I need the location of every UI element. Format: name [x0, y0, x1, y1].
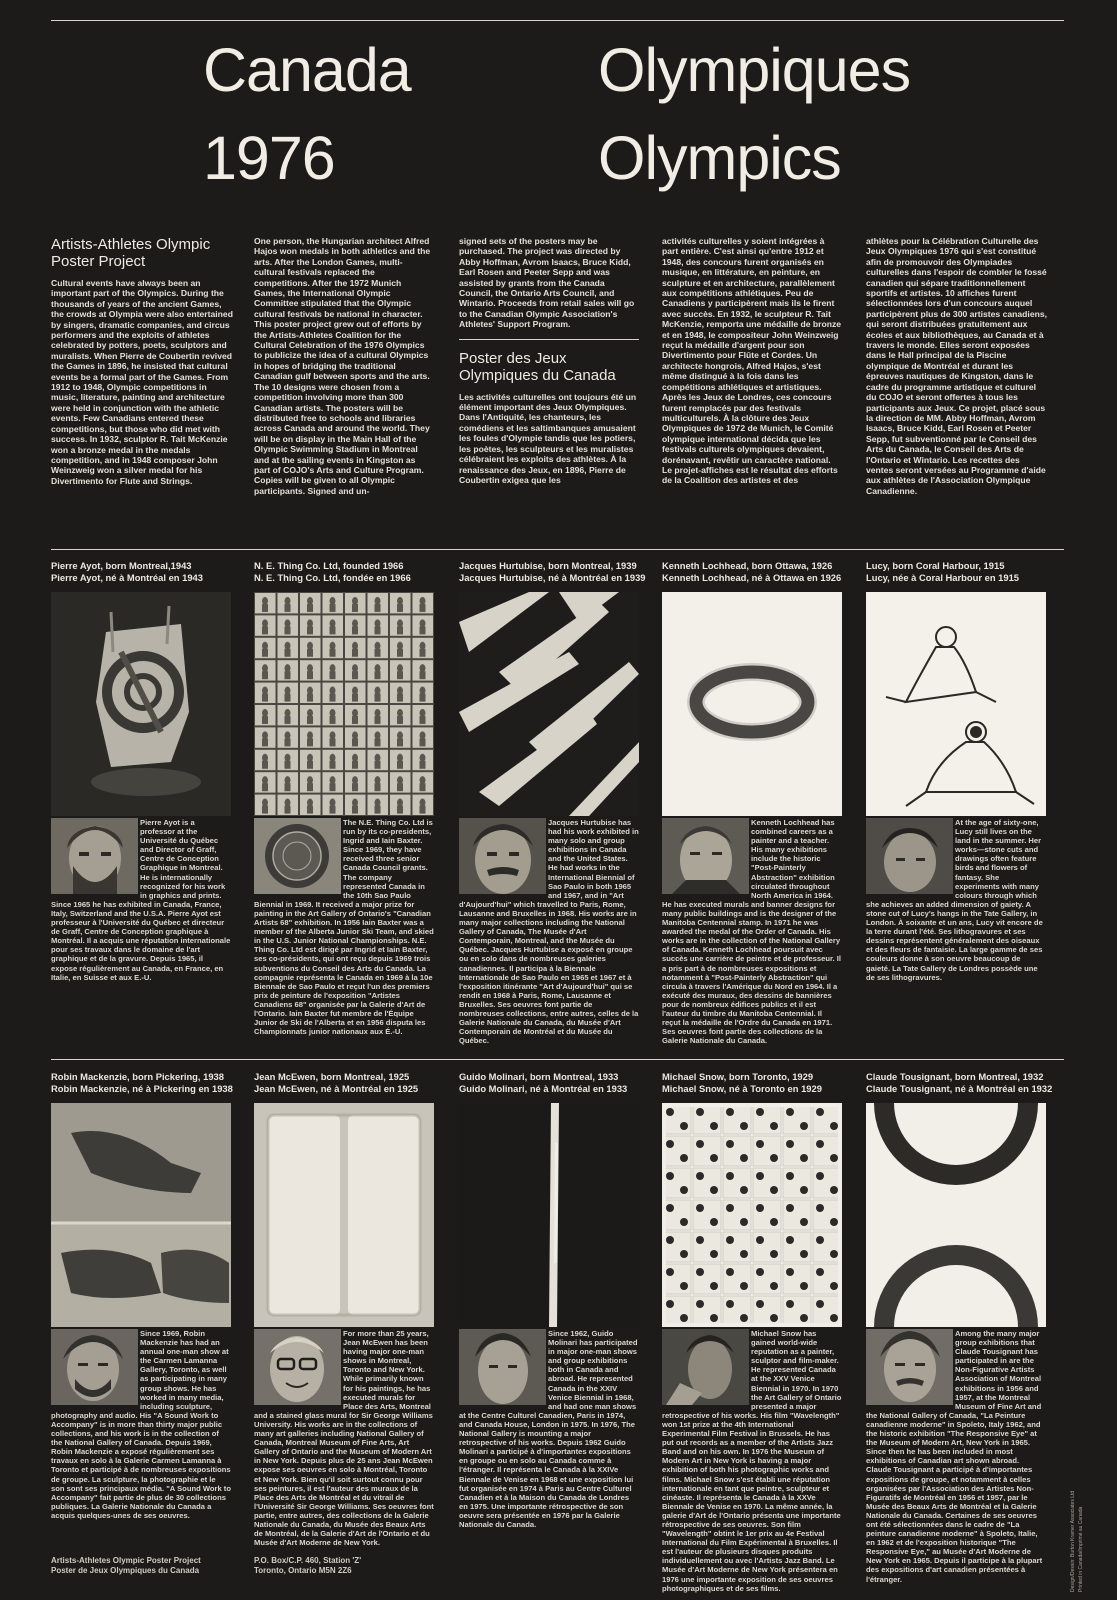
- footer-printed: Printed in Canada/Imprimé au Canada: [1078, 1506, 1084, 1592]
- artist-caption-fr: Claude Tousignant, né à Montréal en 1932: [866, 1082, 1053, 1094]
- artwork-lucy: [866, 592, 1046, 816]
- portrait-ayot: [51, 818, 138, 894]
- intro-text-2: One person, the Hungarian architect Alfred Hajos won medals in both athletics and the arts. After the London Games, multi-cultural festivals replaced the competitions. After the 1972 Munich Games, the International Olympic Committee stipulated that the Olympic cultural festivals be national in character. This poster project grew out of efforts by the Artists-Athletes Coalition for the Cultural Celebration of the 1976 Olympics to publicize the idea of a cultural Olympics in hopes of bridging the traditional Canadian gulf between sports and the arts. The 10 designs were chosen from a competition involving more than 300 Canadian artists. The posters will be distributed free to schools and libraries across Canada and around the world. They will be on display in the Main Hall of the Olympic Swimming Stadium in Montreal and at the sailing events in Kingston as part of COJO's Arts and Culture Program. Copies will be given to all Olympic participants. Signed and un-: [254, 236, 431, 496]
- footer-city: Toronto, Ontario M5N 2Z6: [254, 1566, 352, 1575]
- artist-card-hurtubise: [459, 560, 646, 1046]
- artist-caption-en: Guido Molinari, born Montreal, 1933: [459, 1071, 619, 1082]
- intro-heading-fr: Poster des Jeux Olympiques du Canada: [459, 349, 616, 384]
- artist-bio: For more than 25 years, Jean McEwen has been having major one-man shows in Montreal, Toronto and New York. While primarily known for his paintings, he has executed murals for Place des Arts, Montreal and a stained glass mural for Sir George Williams University. His works are in the collections of many art galleries including National Gallery of Canada, Montreal Museum of Fine Arts, Art Gallery of Ontario and the Museum of Modern Art in New York. Depuis plus de 25 ans Jean McEwen expose ses oeuvres en solo à Montréal, Toronto et New York. Bien qu'il soit surtout connu pour ses peintures, il est l'auteur des muraux de la Place des Arts de Montréal et du vitrail de l'Université Sir George Williams. Ses oeuvres font partie, entre autres, des collections de la Galerie Nationale du Canada, du Musée des Beaux Arts de Montréal, de la Galerie d'Art de l'Ontario et du Musée d'Art Moderne de New York.: [254, 1329, 434, 1548]
- artwork-snow: [662, 1103, 842, 1327]
- portrait-hurtubise: [459, 818, 546, 894]
- artist-card-lochhead: [662, 560, 845, 1046]
- intro-text-1: Cultural events have always been an important part of the Olympics. During the thousands of years of the ancient Games, the crowds at Olympia were also entertained by singers, dramatic companies, and circus performers and the exploits of athletes celebrated by potters, poets, sculptors and muralists. When Pierre de Coubertin revived the Games in 1896, he insisted that cultural events be a formal part of the Games. From 1912 to 1948, Olympic competitions in music, literature, painting and architecture were held in conjunction with the athletic events. Few Canadians entered these competitions, but those who did met with success. In 1932, sculptor R. Tait McKenzie won a bronze medal in the medals competition, and in 1948 composer John Weinzweig won a silver medal for his Divertimento for Flute and Strings.: [51, 278, 233, 486]
- artist-caption-fr: Michael Snow, né à Toronto en 1929: [662, 1082, 822, 1094]
- artwork-mcewen: [254, 1103, 434, 1327]
- artist-card-ayot: [51, 560, 234, 982]
- artwork-ayot: [51, 592, 231, 816]
- intro-column-2: [254, 236, 432, 526]
- artist-bio: Pierre Ayot is a professor at the Université du Québec and Director of Graff, Centre de Conception Graphique in Montreal. He is internationally recognized for his work in graphics and prints. Since 1965 he has exhibited in Canada, France, Italy, Switzerland and the U.S.A. Pierre Ayot est professeur à l'Université du Québec et directeur de Graff, Centre de Conception graphique à Montréal. Il a acquis une réputation internationale pour ses travaux dans le domaine de l'art graphique et de la gravure. Depuis 1965, il expose régulièrement au Canada, en France, en Italie, en Suisse et aux E.-U.: [51, 818, 231, 982]
- artist-caption-en: Claude Tousignant, born Montreal, 1932: [866, 1071, 1044, 1082]
- intro-column-4: [662, 236, 842, 526]
- portrait-lucy: [866, 818, 953, 894]
- intro-heading-en: Artists-Athletes Olympic Poster Project: [51, 236, 211, 270]
- artist-caption-en: Lucy, born Coral Harbour, 1915: [866, 560, 1005, 571]
- intro-column-5: [866, 236, 1048, 526]
- artist-bio: Among the many major group exhibitions that Claude Tousignant has participated in are the Non-Figurative Artists Association of Montreal exhibitions in 1956 and 1957, at the Montreal Museum of Fine Art and the National Gallery of Canada, "La Peinture canadienne moderne" in Spoleto, Italy 1962, and the historic exhibition "The Responsive Eye" at the Museum of Modern Art, New York in 1965. Since then he has been included in most exhibitions of Canadian art shown abroad. Claude Tousignant a participé à d'importantes expositions de groupe, et notamment à celles organisées par l'Association des Artistes Non-Figuratifs de Montréal en 1956 et 1957, par le Musée des Beaux Arts de Montréal et la Galerie Nationale du Canada. Certaines de ses oeuvres ont été sélectionnées dans le cadre de "La peinture canadienne moderne" à Spoleto, Italie, en 1962 et de l'exposition historique "The Responsive Eye," au Musée d'Art Moderne de New York en 1965. Depuis il participe à la plupart des expositions d'art canadien présentées à l'étranger.: [866, 1329, 1043, 1584]
- artist-card-snow: [662, 1071, 845, 1593]
- portrait-tousignant: [866, 1329, 953, 1405]
- artist-caption-en: Jacques Hurtubise, born Montreal, 1939: [459, 560, 637, 571]
- intro-divider: [459, 339, 639, 340]
- footer-project-fr: Poster de Jeux Olympiques du Canada: [51, 1566, 200, 1575]
- artist-caption-fr: Jacques Hurtubise, né à Montréal en 1939: [459, 571, 646, 583]
- artist-caption-fr: Pierre Ayot, né à Montréal en 1943: [51, 571, 203, 583]
- artist-card-lucy: [866, 560, 1049, 982]
- artist-caption-en: Pierre Ayot, born Montreal,1943: [51, 560, 192, 571]
- intro-text-5: athlètes pour la Célébration Culturelle des Jeux Olympiques 1976 qui s'est constitué afin de promouvoir des Olympiades culturelles dans l'espoir de combler le fossé canadien qui sépare traditionnellement sportifs et artistes. 10 affiches furent sélectionnées lors d'un concours auquel participèrent plus de 300 artistes canadiens, qui seront distribuées gratuitement aux écoles et aux bibliothèques, au Canada et à travers le monde. Elles seront exposées dans le Hall principal de la Piscine olympique de Montréal et durant les épreuves nautiques de Kingston, dans le cadre du programme artistique et culturel du COJO et seront offertes à tous les participants aux Jeux. Ce projet, placé sous la direction de MM. Abby Hoffman, Avrom Isaacs, Bruce Kidd, Earl Rosen et Peeter Sepp, fut subventionné par le Conseil des Arts du Canada, le Conseil des Arts de l'Ontario et Wintario. Les recettes des ventes seront versées au Programme d'aide aux athlètes de l'Association Olympique Canadienne.: [866, 236, 1048, 496]
- footer-project-en: Artists-Athletes Olympic Poster Project: [51, 1556, 201, 1565]
- portrait-molinari: [459, 1329, 546, 1405]
- artist-caption-en: Kenneth Lochhead, born Ottawa, 1926: [662, 560, 833, 571]
- artwork-tousignant: [866, 1103, 1046, 1327]
- portrait-mackenzie: [51, 1329, 138, 1405]
- title-olympiques: Olympiques: [598, 36, 911, 104]
- intro-column-3: [459, 236, 639, 526]
- artwork-nething: [254, 592, 434, 816]
- artist-caption-fr: Kenneth Lochhead, né à Ottawa en 1926: [662, 571, 842, 583]
- artwork-mackenzie: [51, 1103, 231, 1327]
- section-rule-1: [51, 549, 1064, 550]
- artist-caption-en: Robin Mackenzie, born Pickering, 1938: [51, 1071, 224, 1082]
- artist-card-mackenzie: [51, 1071, 234, 1520]
- footer-po-box: P.O. Box/C.P. 460, Station 'Z': [254, 1556, 362, 1565]
- artist-bio: Since 1962, Guido Molinari has participated in major one-man shows and group exhibitions both in Canada and abroad. He represented Canada in the XXIV Venice Biennial in 1968, and had one man shows at the Centre Culturel Canadien, Paris in 1974, and Canada House, London in 1975. In 1976, The National Gallery is mounting a major retrospective of his works. Depuis 1962 Guido Molinari a participé à d'importantes expositions en groupe ou en solo au Canada comme à l'étranger. Il représenta le Canada à la XXIVe Biennale de Venise en 1968 et une exposition lui fut organisée en 1974 à Paris au Centre Culturel Canadien et à la Maison du Canada de Londres en 1975. Une importante rétrospective de son oeuvre sera présentée en 1976 par la Galerie Nationale du Canada.: [459, 1329, 638, 1529]
- artist-bio: At the age of sixty-one, Lucy still lives on the land in the summer. Her works—stone cuts and drawings often feature birds and flowers of fantasy. She experiments with many colours through which she achieves an added dimension of gaiety. A stone cut of Lucy's hangs in the Tate Gallery, in London. À soixante et un ans, Lucy vit encore de la terre durant l'été. Ses lithogravures et ses dessins représentent généralement des oiseaux et des fleurs de fantaisie. La large gamme de ses couleurs donne à son oeuvre beaucoup de gaieté. La Tate Gallery de Londres possède une de ses lithogravures.: [866, 818, 1043, 982]
- title-canada: Canada: [203, 36, 411, 104]
- artist-bio: The N.E. Thing Co. Ltd is run by its co-presidents, Ingrid and Iain Baxter. Since 1969, they have received three senior Canada Council grants. The company represented Canada in the 10th Sao Paulo Biennial in 1969. It received a major prize for painting in the Art Gallery of Ontario's "Canadian Artists 68" exhibition. In 1956 Iain Baxter was a member of the Alberta Junior Ski Team, and skied in the U.S. Junior National Championships. N.E. Thing Co. Ltd est dirigé par Ingrid et Iain Baxter, ses co-présidents, qui ont reçu depuis 1969 trois subventions du Conseil des Arts du Canada. La compagnie représenta le Canada en 1969 à la 10e Biennale de Sao Paulo et reçut l'un des premiers prix de peinture de l'exposition "Artistes Canadiens 68" organisée par la Galerie d'Art de l'Ontario. Iain Baxter fut membre de l'Équipe Junior de Ski de l'Alberta et en 1956 disputa les Championnats junior nationaux aux É.-U.: [254, 818, 434, 1037]
- title-1976: 1976: [203, 124, 335, 192]
- intro-column-1: [51, 236, 233, 526]
- artist-card-tousignant: [866, 1071, 1053, 1584]
- artist-bio: Since 1969, Robin Mackenzie has had an annual one-man show at the Carmen Lamanna Gallery, Toronto, as well as participating in many group shows. He has worked in many media, including sculpture, photography and audio. His "A Sound Work to Accompany" is in more than thirty major public collections, and his work is in the collection of the National Gallery of Canada. Depuis 1969, Robin Mackenzie a exposé régulièrement ses travaux en solo à la Galerie Carmen Lamanna à Toronto et participé à de nombreuses expositions de groupe. La sculpture, la photographie et le son sont ses principaux média. "A Sound Work to Accompany" fait partie de plus de 30 collections publiques. La Galerie Nationale du Canada a acquis quelques-unes de ses oeuvres.: [51, 1329, 231, 1520]
- artist-card-mcewen: [254, 1071, 437, 1548]
- portrait-lochhead: [662, 818, 749, 894]
- artist-caption-en: Michael Snow, born Toronto, 1929: [662, 1071, 814, 1082]
- footer-project: [51, 1556, 201, 1576]
- artist-caption-en: N. E. Thing Co. Ltd, founded 1966: [254, 560, 404, 571]
- intro-text-3-fr: Les activités culturelles ont toujours été un élément important des Jeux Olympiques. Dans l'Antiquité, les chanteurs, les comédiens et les saltimbanques amusaient les foules d'Olympie tandis que les potiers, les poètes, les sculpteurs et les muralistes célébraient les exploits des athlètes. À la renaissance des Jeux, en 1896, Pierre de Coubertin exigea que les: [459, 391, 637, 485]
- footer-address: [254, 1556, 361, 1576]
- footer-design-credit: Design/Dessin: Burton Kramer Associates Ltd: [1070, 1490, 1076, 1592]
- artist-caption-fr: Robin Mackenzie, né à Pickering en 1938: [51, 1082, 233, 1094]
- section-rule-2: [51, 1059, 1064, 1060]
- artist-card-molinari: [459, 1071, 642, 1529]
- artist-caption-fr: Jean McEwen, né à Montréal en 1925: [254, 1082, 419, 1094]
- intro-text-4: activités culturelles y soient intégrées à part entière. C'est ainsi qu'entre 1912 et 1948, des concours furent organisés en musique, en littérature, en peinture, en sculpture et en architecture, parallèlement aux compétitions athlétiques. Peu de Canadiens y participèrent mais ils le firent avec succès. En 1932, le sculpteur R. Tait McKenzie, remporta une médaille de bronze et en 1948, le compositeur John Weinzweig reçut la médaille d'argent pour son Divertimento pour Flûte et Cordes. Un architecte hongrois, Alfred Hajos, s'est même distingué à la fois dans les compétitions athlétiques et artistiques. Après les Jeux de Londres, ces concours furent remplacés par des festivals multiculturels. À la clôture des Jeux Olympiques de 1972 de Munich, le Comité olympique international décida que les festivals culturels olympiques devaient, dorénavant, revêtir un caractère national. Le projet-affiches est le résultat des efforts de la Coalition des artistes et des: [662, 236, 842, 486]
- artist-caption-fr: Lucy, née à Coral Harbour en 1915: [866, 571, 1020, 583]
- artist-card-nething: [254, 560, 437, 1037]
- artist-caption-fr: Guido Molinari, né à Montréal en 1933: [459, 1082, 628, 1094]
- portrait-nething-seal: [254, 818, 341, 894]
- artist-bio: Jacques Hurtubise has had his work exhibited in many solo and group exhibitions in Canada and the United States. He had works in the International Biennial of Sao Paulo in both 1965 and 1967, and in "Art d'Aujourd'hui" which travelled to Paris, Rome, Lausanne and Bruxelles in 1968. His works are in many major collections including the National Gallery of Canada, The Musée d'Art Contemporain, Montreal, and the Musée du Québec. Jacques Hurtubise a exposé en groupe ou en solo dans de nombreuses galeries canadiennes. Il participa à la Biennale Internationale de Sao Paulo en 1965 et 1967 et à l'exposition itinérante "Art d'Aujourd'hui" qui se rendit en 1968 à Paris, Rome, Lausanne et Bruxelles. Ses oeuvres font partie de nombreuses collections, entre autres, celles de la Galerie Nationale du Canada, du Musée d'Art Contemporain de Montréal et du Musée du Québec.: [459, 818, 639, 1046]
- artist-bio: Michael Snow has gained world-wide reputation as a painter, sculptor and film-maker. He represented Canada at the XXV Venice Biennial in 1970. In 1970 the Art Gallery of Ontario presented a major retrospective of his works. His film "Wavelength" won 1st prize at the 4th International Experimental Film Festival in Brussels. He has put out records as a member of the Artists Jazz Band and on his own. In 1976 the Museum of Modern Art in New York is having a major exhibition of both his photographic works and films. Michael Snow s'est établi une réputation internationale en tant que peintre, sculpteur et cinéaste. Il représenta le Canada à la XXVe Biennale de Venise en 1970. La même année, la galerie d'Art de l'Ontario présenta une importante rétrospective de ses oeuvres. Son film "Wavelength" obtint le 1er prix au 4e Festival International du Film Expérimental à Bruxelles. Il est l'auteur de plusieurs disques produits individuellement ou avec l'Artists Jazz Band. Le Musée d'Art Moderne de New York présentera en 1976 une importante exposition de ses oeuvres photographiques et de ses films.: [662, 1329, 842, 1593]
- artwork-hurtubise: [459, 592, 639, 816]
- artist-caption-fr: N. E. Thing Co. Ltd, fondée en 1966: [254, 571, 411, 583]
- artist-caption-en: Jean McEwen, born Montreal, 1925: [254, 1071, 410, 1082]
- artwork-molinari: [459, 1103, 639, 1327]
- intro-text-3: signed sets of the posters may be purchased. The project was directed by Abby Hoffman, Avrom Isaacs, Bruce Kidd, Earl Rosen and Peeter Sepp and was assisted by grants from the Canada Council, the Ontario Arts Council, and Wintario. Proceeds from retail sales will go to the Canadian Olympic Association's Athletes' Support Program.: [459, 236, 635, 330]
- portrait-mcewen: [254, 1329, 341, 1405]
- portrait-snow: [662, 1329, 749, 1405]
- top-rule: [51, 20, 1064, 21]
- artist-bio: Kenneth Lochhead has combined careers as a painter and a teacher. His many exhibitions include the historic "Post-Painterly Abstraction" exhibition circulated throughout North America in 1964. He has executed murals and banner designs for many public buildings and is the designer of the Manitoba Centennial stamp. In 1971 he was awarded the medal of the Order of Canada. His works are in the collection of the National Gallery of Canada. Kenneth Lochhead poursuit avec succès une carrière de peintre et de professeur. Il a pris part à de nombreuses expositions et notamment à "Post-Painterly Abstraction" qui circula à travers l'Amérique du Nord en 1964. Il a exécuté des muraux, des dessins de bannières pour de nombreux édifices publics et il est l'auteur du timbre du Manitoba Centennial. Il reçut la médaille de l'Ordre du Canada en 1971. Ses oeuvres font partie des collections de la Galerie Nationale du Canada.: [662, 818, 841, 1046]
- artwork-lochhead: [662, 592, 842, 816]
- title-olympics: Olympics: [598, 124, 841, 192]
